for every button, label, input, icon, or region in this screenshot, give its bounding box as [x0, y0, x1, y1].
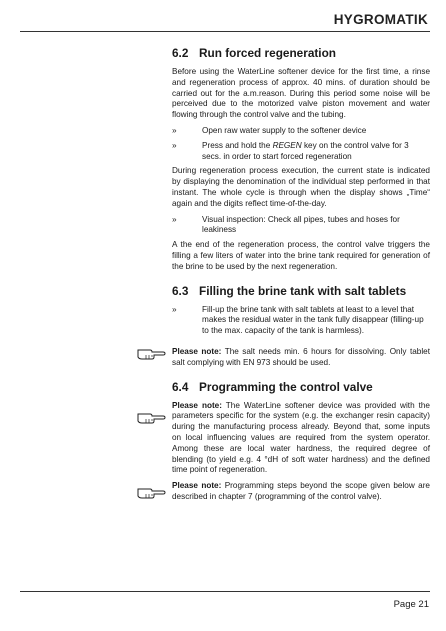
section-6-2-para3: A the end of the regeneration process, the control valve triggers the filling a few liters of water into the brine tank required for generation of the brine to be used by the next regeneration. — [172, 240, 430, 271]
pointing-hand-icon — [136, 345, 166, 361]
pointing-hand-icon — [136, 409, 166, 425]
section-number: 6.3 — [172, 283, 189, 298]
list-item — [172, 141, 430, 163]
list-item-text: Fill-up the brine tank with salt tablets at least to a level that makes the residual water in the tank fully disappear (filling-up to the max. capacity of the tank is harmless). — [202, 304, 424, 336]
note-label: Please note: — [172, 346, 222, 356]
page-number: Page 21 — [393, 599, 429, 610]
programming-note — [172, 401, 430, 477]
list-item — [172, 215, 430, 237]
list-item-text: Open raw water supply to the softener device — [202, 125, 367, 135]
bullet-symbol: » — [172, 214, 177, 224]
list-item-text: Visual inspection: Check all pipes, tubes and hoses for leakiness — [202, 214, 400, 235]
section-title: Programming the control valve — [199, 379, 373, 394]
salt-note — [172, 347, 430, 369]
section-6-3-heading — [172, 284, 430, 298]
footer-divider — [20, 591, 430, 592]
list-item — [172, 305, 430, 337]
section-number: 6.2 — [172, 46, 189, 60]
note-text: The WaterLine softener device was provided with the parameters specific for the system (e.g. the exchanger resin capacity) during the manufacturing process already. Beyond that, some inputs on local influencing values are required from the system operator. Among these are local water hardness, the required degree of blending (to yield e.g. 4 °dH of soft water hardness) and the defined time point of regeneration. — [172, 400, 430, 475]
text-fragment: key on the control valve for 3 secs. in order to start forced regeneration — [202, 140, 409, 161]
pointing-hand-icon — [136, 484, 166, 500]
section-title: Run forced regeneration — [199, 46, 336, 60]
section-number: 6.4 — [172, 379, 189, 394]
section-6-2-para2: During regeneration process execution, the current state is indicated by displaying the denomination of the individual step performed in that instant. The whole cycle is through when the display shows „Time“ again and the digits reflect time-of-the-day. — [172, 166, 430, 208]
note-text: The salt needs min. 6 hours for dissolving. Only tablet salt complying with EN 973 should be used. — [172, 346, 431, 367]
header-divider — [20, 31, 430, 32]
note-label: Please note: — [172, 400, 222, 410]
chapter-7-note — [172, 481, 430, 503]
section-title: Filling the brine tank with salt tablets — [199, 283, 407, 298]
list-item — [172, 126, 430, 137]
note-text: Programming steps beyond the scope given below are described in chapter 7 (programming of the control valve). — [172, 481, 430, 501]
hygromatik-logo: HYGROMATIK — [333, 12, 428, 27]
section-6-4-heading — [172, 380, 430, 394]
text-fragment: Press and hold the — [202, 140, 273, 150]
bullet-symbol: » — [172, 140, 177, 150]
note-label: Please note: — [172, 481, 222, 491]
bullet-symbol: » — [172, 304, 177, 314]
list-item-text — [202, 141, 430, 163]
regen-key-label: REGEN — [272, 140, 302, 150]
bullet-symbol: » — [172, 125, 177, 135]
section-6-2-intro: Before using the WaterLine softener device for the first time, a rinse and regeneration process of approx. 40 mins. of duration should be carried out for the a.m.reason. During this period some noise will be perceived due to the motorized valve piston movement and water flowing through the control valve and the tubing. — [172, 67, 430, 120]
page-content — [172, 46, 430, 508]
section-6-2-heading — [172, 46, 430, 60]
